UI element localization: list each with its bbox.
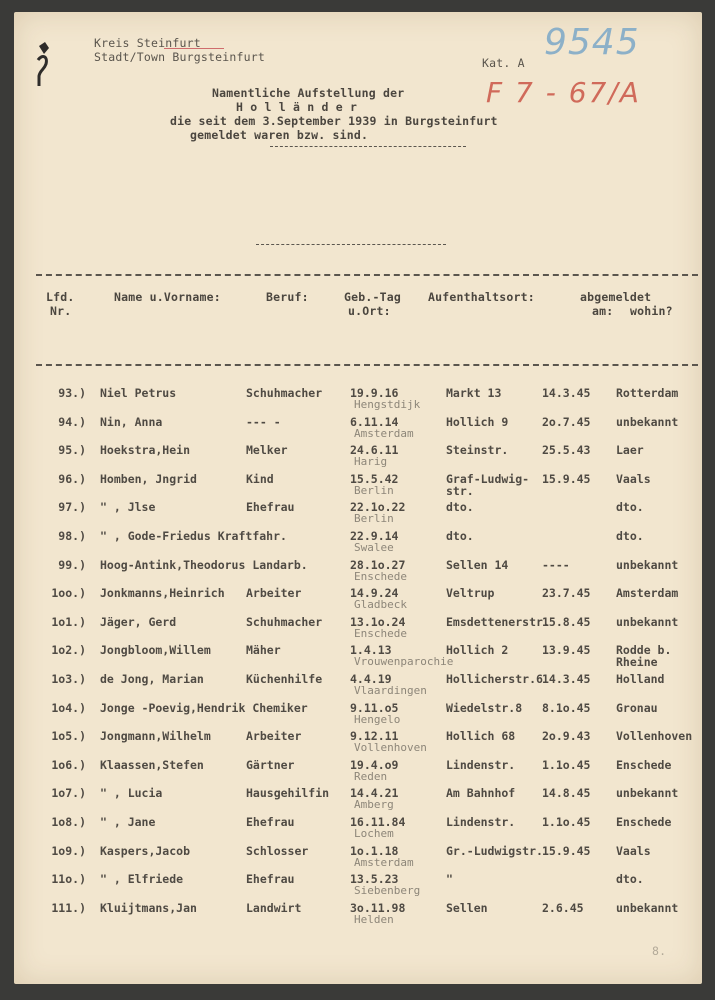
stadt-label: Stadt/Town Burgsteinfurt (94, 50, 265, 64)
row-birthplace: Amsterdam (354, 855, 414, 869)
row-number: 11o.) (51, 872, 86, 887)
row-abgemeldet-am: 1.1o.45 (542, 757, 591, 772)
row-beruf: Melker (246, 443, 288, 458)
col-am: am: (592, 304, 614, 318)
col-nr-1: Lfd. (46, 290, 75, 304)
col-wohin: wohin? (630, 304, 673, 318)
row-birthplace: Hengstdijk (354, 398, 421, 411)
col-geb-2: u.Ort: (348, 304, 391, 318)
row-wohin: unbekannt (616, 614, 679, 629)
row-number: 98.) (58, 529, 86, 543)
table-row (14, 414, 702, 440)
row-birthplace: Vrouwenparochie (354, 655, 454, 669)
row-number: 97.) (58, 500, 86, 515)
row-birthplace: Berlin (354, 483, 394, 497)
row-name: " , Jlse (100, 500, 156, 515)
row-wohin: dto. (616, 872, 644, 887)
row-number: 1o5.) (51, 729, 86, 744)
table-row (14, 872, 702, 898)
row-abgemeldet-am: 2o.7.45 (542, 414, 591, 429)
row-number: 111.) (51, 900, 86, 915)
row-name: Nin, Anna (100, 414, 163, 429)
row-birthdate: 1.4.13 (350, 643, 392, 658)
row-aufenthalt: dto. (446, 500, 474, 515)
row-number: 99.) (58, 557, 86, 572)
row-abgemeldet-am: 14.3.45 (542, 386, 591, 400)
row-abgemeldet-am: 15.8.45 (542, 614, 591, 629)
row-wohin: Holland (616, 672, 665, 686)
row-name: de Jong, Marian (100, 672, 204, 686)
row-name: Kluijtmans,Jan (100, 900, 197, 915)
row-aufenthalt: Hollich 2 (446, 643, 509, 658)
row-name: " , Lucia (100, 786, 163, 801)
row-wohin: Enschede (616, 815, 672, 829)
row-name: Homben, Jngrid (100, 471, 197, 486)
row-wohin: unbekannt (616, 900, 679, 915)
row-number: 1o8.) (51, 815, 86, 829)
row-birthdate: 1o.1.18 (350, 843, 399, 858)
row-birthplace: Helden (354, 912, 394, 926)
row-aufenthalt: Hollich 68 (446, 729, 516, 744)
table-row (14, 557, 702, 583)
row-wohin: Rodde b. (616, 643, 672, 658)
row-aufenthalt: Wiedelstr.8 (446, 700, 523, 715)
row-wohin: unbekannt (616, 557, 679, 572)
row-name: " , Gode-Friedus Kraftfahr. (100, 529, 287, 543)
table-row (14, 757, 702, 783)
row-birthdate: 4.4.19 (350, 672, 392, 686)
row-wohin: Laer (616, 443, 644, 458)
row-name: Jonkmanns,Heinrich (100, 586, 225, 601)
row-wohin: Rotterdam (616, 386, 679, 400)
table-row (14, 614, 702, 640)
row-beruf: Mäher (246, 643, 281, 658)
row-wohin-cont: Rheine (616, 655, 658, 670)
row-birthdate: 24.6.11 (350, 443, 399, 458)
row-aufenthalt: Steinstr. (446, 443, 509, 458)
row-name: Jongmann,Wilhelm (100, 729, 211, 744)
row-beruf: Ehefrau (246, 815, 295, 829)
page-mark: 8. (652, 944, 667, 958)
row-aufenthalt: Lindenstr. (446, 757, 516, 772)
row-number: 1oo.) (51, 586, 86, 601)
row-beruf: Arbeiter (246, 729, 302, 744)
table-row (14, 843, 702, 869)
row-birthdate: 9.11.o5 (350, 700, 399, 715)
row-abgemeldet-am: 14.3.45 (542, 672, 591, 686)
row-name: Jäger, Gerd (100, 614, 177, 629)
table-row (14, 386, 702, 411)
row-abgemeldet-am: 15.9.45 (542, 471, 591, 486)
row-aufenthalt: Hollich 9 (446, 414, 509, 429)
row-wohin: unbekannt (616, 786, 679, 801)
row-aufenthalt: Am Bahnhof (446, 786, 516, 801)
col-aufenthalt: Aufenthaltsort: (428, 290, 535, 304)
row-abgemeldet-am: 25.5.43 (542, 443, 591, 458)
title-underline (270, 146, 466, 147)
row-birthdate: 28.1o.27 (350, 557, 406, 572)
row-birthplace: Amsterdam (354, 426, 414, 440)
row-aufenthalt-cont: str. (446, 483, 474, 498)
row-birthplace: Amberg (354, 798, 394, 812)
row-aufenthalt: Veltrup (446, 586, 495, 601)
row-abgemeldet-am: 15.9.45 (542, 843, 591, 858)
row-name: Jonge -Poevig,Hendrik Chemiker (100, 700, 308, 715)
col-geb-1: Geb.-Tag (344, 290, 401, 304)
row-wohin: unbekannt (616, 414, 679, 429)
row-wohin: Amsterdam (616, 586, 679, 601)
row-number: 1o7.) (51, 786, 86, 801)
table-row (14, 700, 702, 726)
table-row (14, 529, 702, 554)
document-page (14, 12, 702, 984)
file-code: F 7 - 67/A (486, 76, 641, 109)
title-line-2: H o l l ä n d e r (236, 100, 358, 114)
table-row (14, 815, 702, 840)
row-number: 1o1.) (51, 614, 86, 629)
row-beruf: Kind (246, 471, 274, 486)
header-rule-top (36, 274, 698, 276)
row-beruf: Ehefrau (246, 500, 295, 515)
row-birthdate: 14.9.24 (350, 586, 399, 601)
title-line-3: die seit dem 3.September 1939 in Burgsteinfurt (170, 114, 498, 128)
row-name: Klaassen,Stefen (100, 757, 204, 772)
row-aufenthalt: " (446, 872, 453, 887)
row-aufenthalt: Lindenstr. (446, 815, 516, 829)
row-birthdate: 22.1o.22 (350, 500, 406, 515)
row-aufenthalt: Emsdettenerstr. (446, 614, 550, 629)
row-beruf: Landwirt (246, 900, 302, 915)
row-number: 1o2.) (51, 643, 86, 658)
red-underline (164, 48, 224, 49)
col-beruf: Beruf: (266, 290, 309, 304)
row-name: " , Elfriede (100, 872, 184, 887)
row-birthdate: 13.1o.24 (350, 614, 406, 629)
row-wohin: Gronau (616, 700, 658, 715)
row-number: 1o4.) (51, 700, 86, 715)
row-beruf: Hausgehilfin (246, 786, 330, 801)
row-number: 94.) (58, 414, 86, 429)
row-name: Hoekstra,Hein (100, 443, 191, 458)
row-number: 1o6.) (51, 757, 86, 772)
title-line-1: Namentliche Aufstellung der (212, 86, 405, 100)
row-birthplace: Swalee (354, 541, 394, 554)
row-birthdate: 19.4.o9 (350, 757, 399, 772)
col-name: Name u.Vorname: (114, 290, 221, 304)
row-beruf: Schuhmacher (246, 386, 323, 400)
row-name: Kaspers,Jacob (100, 843, 191, 858)
row-aufenthalt: Graf-Ludwig- (446, 471, 530, 486)
row-beruf: Küchenhilfe (246, 672, 323, 686)
row-birthdate: 19.9.16 (350, 386, 399, 400)
row-birthdate: 14.4.21 (350, 786, 399, 801)
row-beruf: Ehefrau (246, 872, 295, 887)
kreis-label: Kreis Steinfurt (94, 36, 201, 50)
row-wohin: Vollenhoven (616, 729, 693, 744)
row-birthdate: 16.11.84 (350, 815, 406, 829)
row-abgemeldet-am: 8.1o.45 (542, 700, 591, 715)
row-wohin: dto. (616, 529, 644, 543)
row-birthplace: Gladbeck (354, 598, 407, 612)
row-wohin: Vaals (616, 843, 651, 858)
row-birthdate: 9.12.11 (350, 729, 399, 744)
row-abgemeldet-am: 23.7.45 (542, 586, 591, 601)
row-aufenthalt: Sellen (446, 900, 488, 915)
row-name: Hoog-Antink,Theodorus Landarb. (100, 557, 308, 572)
row-birthdate: 15.5.42 (350, 471, 399, 486)
table-row (14, 443, 702, 469)
row-abgemeldet-am: 14.8.45 (542, 786, 591, 801)
row-wohin: dto. (616, 500, 644, 515)
row-birthdate: 22.9.14 (350, 529, 399, 543)
row-birthdate: 6.11.14 (350, 414, 399, 429)
row-wohin: Vaals (616, 471, 651, 486)
table-row (14, 643, 702, 670)
row-beruf: Schuhmacher (246, 614, 323, 629)
row-abgemeldet-am: 13.9.45 (542, 643, 591, 658)
row-aufenthalt: Gr.-Ludwigstr. (446, 843, 543, 858)
row-beruf: Arbeiter (246, 586, 302, 601)
table-row (14, 729, 702, 755)
table-row (14, 586, 702, 612)
row-name: Niel Petrus (100, 386, 177, 400)
archive-number: 9545 (544, 22, 640, 63)
row-number: 96.) (58, 471, 86, 486)
row-aufenthalt: Hollicherstr.6 (446, 672, 543, 686)
row-number: 93.) (58, 386, 86, 400)
row-aufenthalt: dto. (446, 529, 474, 543)
table-row (14, 500, 702, 526)
title-line-4: gemeldet waren bzw. sind. (190, 128, 369, 142)
row-beruf: Gärtner (246, 757, 295, 772)
row-birthplace: Enschede (354, 569, 407, 583)
row-wohin: Enschede (616, 757, 672, 772)
col-nr-2: Nr. (50, 304, 72, 318)
row-number: 1o9.) (51, 843, 86, 858)
row-birthplace: Harig (354, 455, 388, 469)
row-beruf: Schlosser (246, 843, 309, 858)
row-beruf: --- - (246, 414, 281, 429)
row-birthplace: Siebenberg (354, 884, 421, 898)
row-birthplace: Lochem (354, 827, 394, 840)
kat-label: Kat. A (482, 56, 525, 70)
col-abgemeldet: abgemeldet (580, 290, 652, 304)
table-row (14, 900, 702, 926)
row-abgemeldet-am: 2o.9.43 (542, 729, 591, 744)
row-birthdate: 3o.11.98 (350, 900, 406, 915)
row-abgemeldet-am: 1.1o.45 (542, 815, 591, 829)
table-row (14, 786, 702, 812)
row-abgemeldet-am: 2.6.45 (542, 900, 584, 915)
separator-short (256, 244, 446, 245)
row-name: " , Jane (100, 815, 156, 829)
row-aufenthalt: Sellen 14 (446, 557, 509, 572)
row-birthplace: Reden (354, 769, 388, 783)
row-abgemeldet-am: ---- (542, 557, 570, 572)
row-birthplace: Berlin (354, 512, 394, 526)
table-row (14, 672, 702, 697)
row-birthplace: Enschede (354, 626, 407, 640)
row-birthplace: Hengelo (354, 712, 401, 726)
row-aufenthalt: Markt 13 (446, 386, 502, 400)
row-number: 95.) (58, 443, 86, 458)
row-name: Jongbloom,Willem (100, 643, 211, 658)
row-number: 1o3.) (51, 672, 86, 686)
row-birthdate: 13.5.23 (350, 872, 399, 887)
header-rule-bottom (36, 364, 698, 366)
table-row (14, 471, 702, 498)
row-birthplace: Vlaardingen (354, 684, 427, 697)
row-birthplace: Vollenhoven (354, 741, 427, 755)
staple-mark-icon (36, 40, 54, 88)
